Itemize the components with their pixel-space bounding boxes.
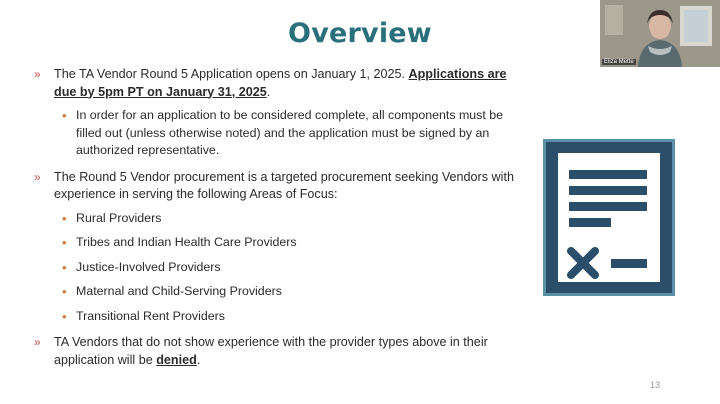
deadline-text: Applications are due by 5pm PT on January 31, 2025 — [54, 67, 507, 99]
sub-list — [54, 107, 524, 160]
bullet-marker: » — [34, 169, 41, 184]
sub-marker: • — [62, 284, 67, 299]
sub-item — [54, 107, 524, 160]
sub-text: In order for an application to be considered complete, all components must be filled out (unless otherwise noted) and the application must be signed by an authorized representative. — [76, 108, 504, 157]
sub-text: Tribes and Indian Health Care Providers — [76, 235, 297, 249]
bullet-text: The Round 5 Vendor procurement is a targeted procurement seeking Vendors with experience in serving the following Areas of Focus: — [54, 169, 514, 201]
sub-marker: • — [62, 259, 67, 275]
page-number: 13 — [650, 380, 661, 390]
bullet-text-end: . — [266, 84, 271, 99]
sub-text: Maternal and Child-Serving Providers — [76, 284, 282, 298]
sub-item — [54, 283, 524, 301]
sub-list — [54, 210, 524, 326]
bullet-marker: » — [34, 67, 41, 81]
participant-video[interactable] — [600, 0, 720, 67]
participant-name: Eliza Mette — [604, 59, 634, 65]
bullet-item — [34, 66, 524, 160]
sub-text: Justice-Involved Providers — [76, 259, 221, 274]
slide-title: Overview — [288, 18, 432, 49]
sub-item — [54, 308, 524, 326]
bullet-text: The TA Vendor Round 5 Application opens on January 1, 2025. — [54, 67, 406, 81]
document-icon — [543, 139, 675, 296]
bullet-list — [34, 66, 524, 378]
bullet-item — [34, 334, 524, 369]
sub-marker: • — [62, 235, 67, 250]
sub-item — [54, 234, 524, 252]
sub-item — [54, 210, 524, 228]
video-frame — [600, 0, 720, 67]
bullet-text: TA Vendors that do not show experience with the provider types above in their application will be — [54, 335, 488, 367]
bullet-marker: » — [34, 335, 41, 349]
denied-text: denied — [156, 352, 197, 367]
sub-text: Rural Providers — [76, 210, 162, 225]
bullet-item — [34, 169, 524, 326]
sub-item — [54, 259, 524, 277]
sub-marker: • — [62, 308, 67, 324]
sub-text: Transitional Rent Providers — [76, 308, 225, 323]
sub-marker: • — [62, 108, 67, 123]
sub-marker: • — [62, 210, 67, 226]
bullet-text-end: . — [196, 352, 201, 367]
